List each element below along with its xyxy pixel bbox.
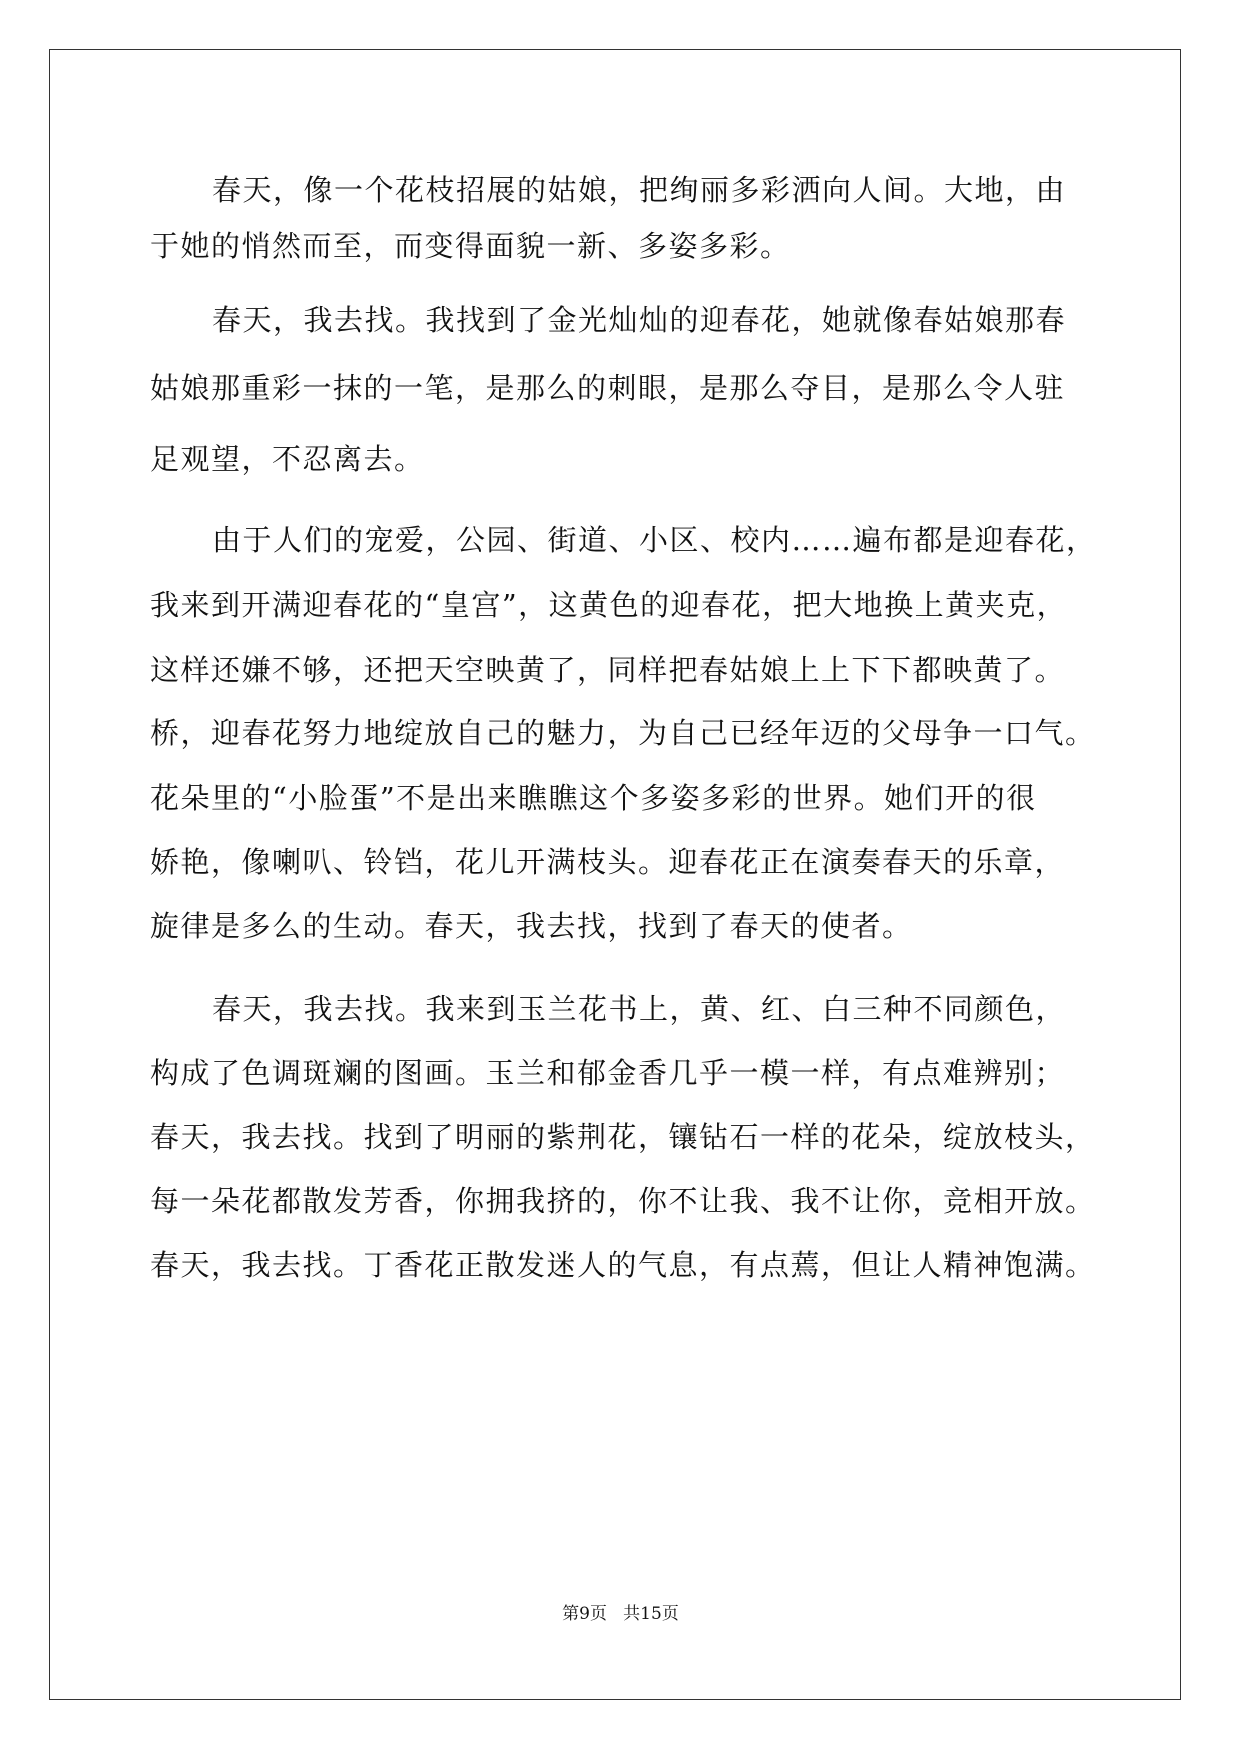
text-line: 构成了色调斑斓的图画。玉兰和郁金香几乎一模一样，有点难辨别； [150,1056,1066,1090]
text-line: 我来到开满迎春花的“皇宫”，这黄色的迎春花，把大地换上黄夹克， [150,588,1068,622]
text-line: 姑娘那重彩一抹的一笔，是那么的刺眼，是那么夺目，是那么令人驻 [150,371,1066,405]
text-line: 春天，我去找。找到了明丽的紫荆花，镶钻石一样的花朵，绽放枝头， [150,1120,1096,1154]
text-line: 于她的悄然而至，而变得面貌一新、多姿多彩。 [150,229,791,263]
text-line: 春天，我去找。我找到了金光灿灿的迎春花，她就像春姑娘那春 [212,303,1067,337]
text-line: 由于人们的宠爱，公园、街道、小区、校内……遍布都是迎春花， [212,523,1097,557]
text-line: 旋律是多么的生动。春天，我去找，找到了春天的使者。 [150,909,913,943]
text-line: 每一朵花都散发芳香，你拥我挤的，你不让我、我不让你，竞相开放。 [150,1184,1096,1218]
page-number: 第9页 共15页 [562,1604,679,1624]
text-line: 春天，我去找。丁香花正散发迷人的气息，有点蔫，但让人精神饱满。 [150,1248,1096,1282]
text-line: 桥，迎春花努力地绽放自己的魅力，为自己已经年迈的父母争一口气。 [150,716,1096,750]
text-line: 花朵里的“小脸蛋”不是出来瞧瞧这个多姿多彩的世界。她们开的很 [150,781,1037,815]
text-line: 娇艳，像喇叭、铃铛，花儿开满枝头。迎春花正在演奏春天的乐章， [150,845,1066,879]
text-line: 春天，像一个花枝招展的姑娘，把绚丽多彩洒向人间。大地，由 [212,173,1067,207]
text-line: 春天，我去找。我来到玉兰花书上，黄、红、白三种不同颜色， [212,992,1067,1026]
text-line: 足观望，不忍离去。 [150,442,425,476]
text-line: 这样还嫌不够，还把天空映黄了，同样把春姑娘上上下下都映黄了。 [150,653,1066,687]
